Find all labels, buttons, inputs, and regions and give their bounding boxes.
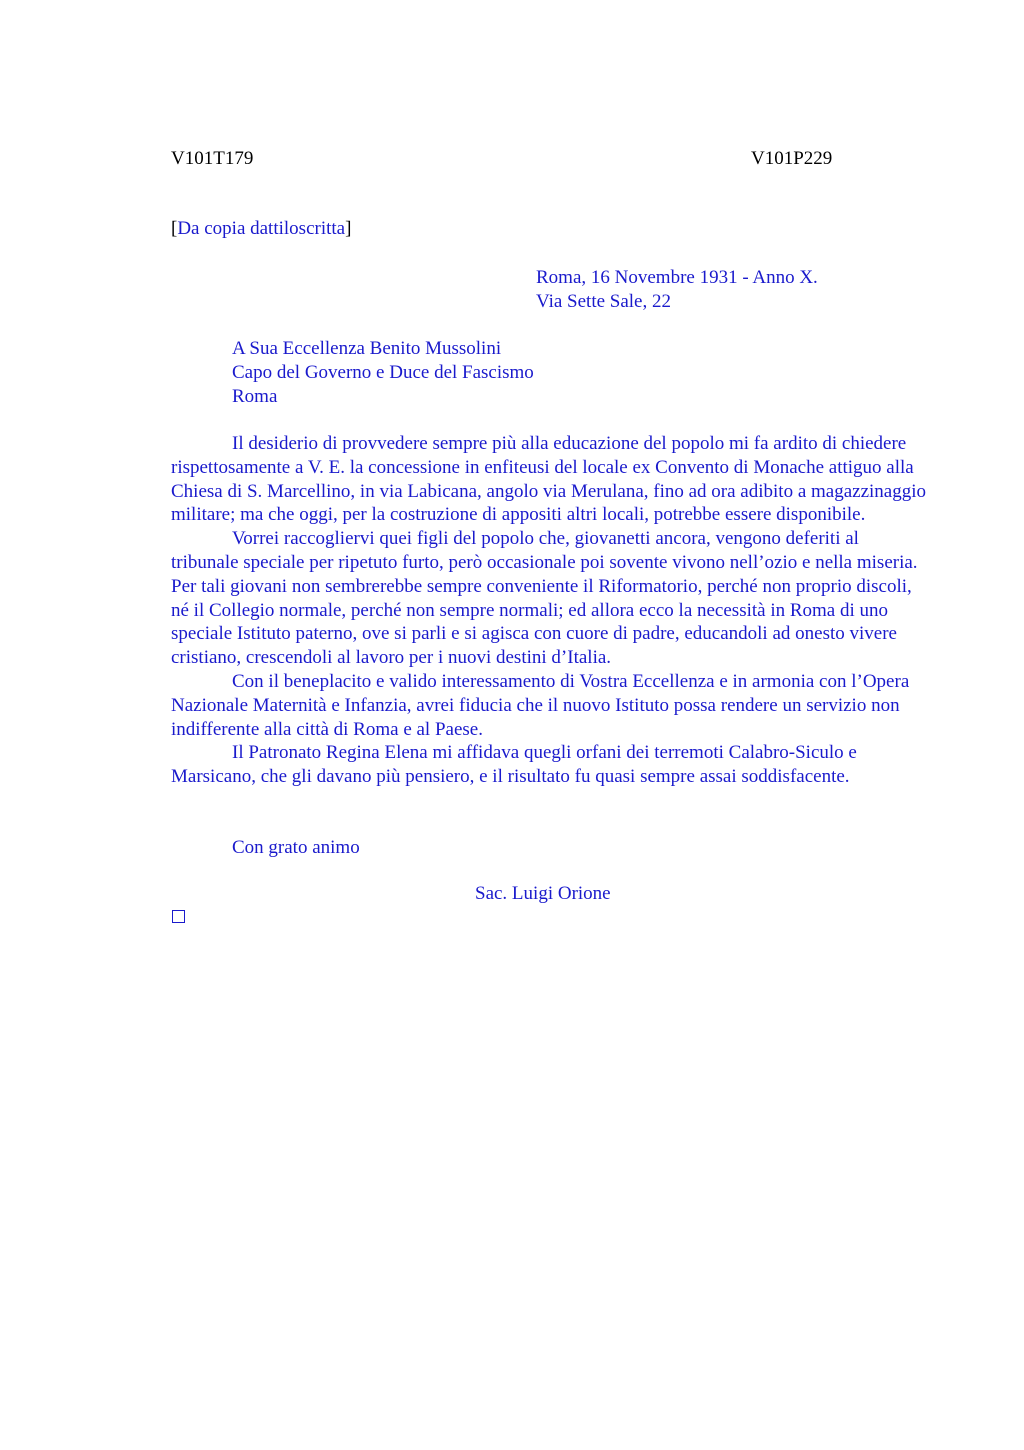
document-code-left: V101T179 [171,148,254,169]
source-note-close-bracket: ] [345,218,352,239]
square-outline-icon [172,910,185,923]
source-note-open-bracket: [ [171,218,178,239]
recipient-city: Roma [232,386,278,407]
signature: Sac. Luigi Orione [475,883,611,904]
date-block [536,266,818,314]
recipient-title: Capo del Governo e Duce del Fascismo [232,362,534,383]
body-paragraph: Il desiderio di provvedere sempre più alla educazione del popolo mi fa ardito di chiedere rispettosamente a V. E. la concessione in enfiteusi del locale ex Convento di Monache attiguo alla Chiesa di S. Marcellino, in via Labicana, angolo via Merulana, fino ad ora adibito a magazzinaggio militare; ma che oggi, per la costruzione di appositi altri locali, potrebbe essere disponibile. [171,433,926,526]
closing-salutation: Con grato animo [232,837,360,858]
recipient-address [232,337,534,409]
body-paragraph: Il Patronato Regina Elena mi affidava quegli orfani dei terremoti Calabro-Siculo e Marsicano, che gli davano più pensiero, e il risultato fu quasi sempre assai soddisfacente. [171,742,857,788]
sender-address-line: Via Sette Sale, 22 [536,291,671,312]
letter-body [171,432,931,789]
date-line: Roma, 16 Novembre 1931 - Anno X. [536,267,818,288]
body-paragraph: Con il beneplacito e valido interessamento di Vostra Eccellenza e in armonia con l’Opera Nazionale Maternità e Infanzia, avrei fiducia che il nuovo Istituto possa rendere un servizio non indifferente alla città di Roma e al Paese. [171,670,910,740]
recipient-name: A Sua Eccellenza Benito Mussolini [232,338,502,359]
document-code-right: V101P229 [751,148,833,169]
body-paragraph: Vorrei raccogliervi quei figli del popolo che, giovanetti ancora, vengono deferiti al tribunale speciale per ripetuto furto, però occasionale poi sovente vivono nell’ozio e nella miseria. Per tali giovani non sembrerebbe sempre conveniente il Riformatorio, perché non proprio discoli, né il Collegio normale, perché non sempre normali; ed allora ecco la necessità in Roma di uno speciale Istituto paterno, ove si parli e si agisca con cuore di padre, educandoli ad onesto vivere cristiano, crescendoli al lavoro per i nuovi destini d’Italia. [171,528,918,669]
source-note-text: Da copia dattiloscritta [177,218,346,239]
source-note [171,217,351,241]
